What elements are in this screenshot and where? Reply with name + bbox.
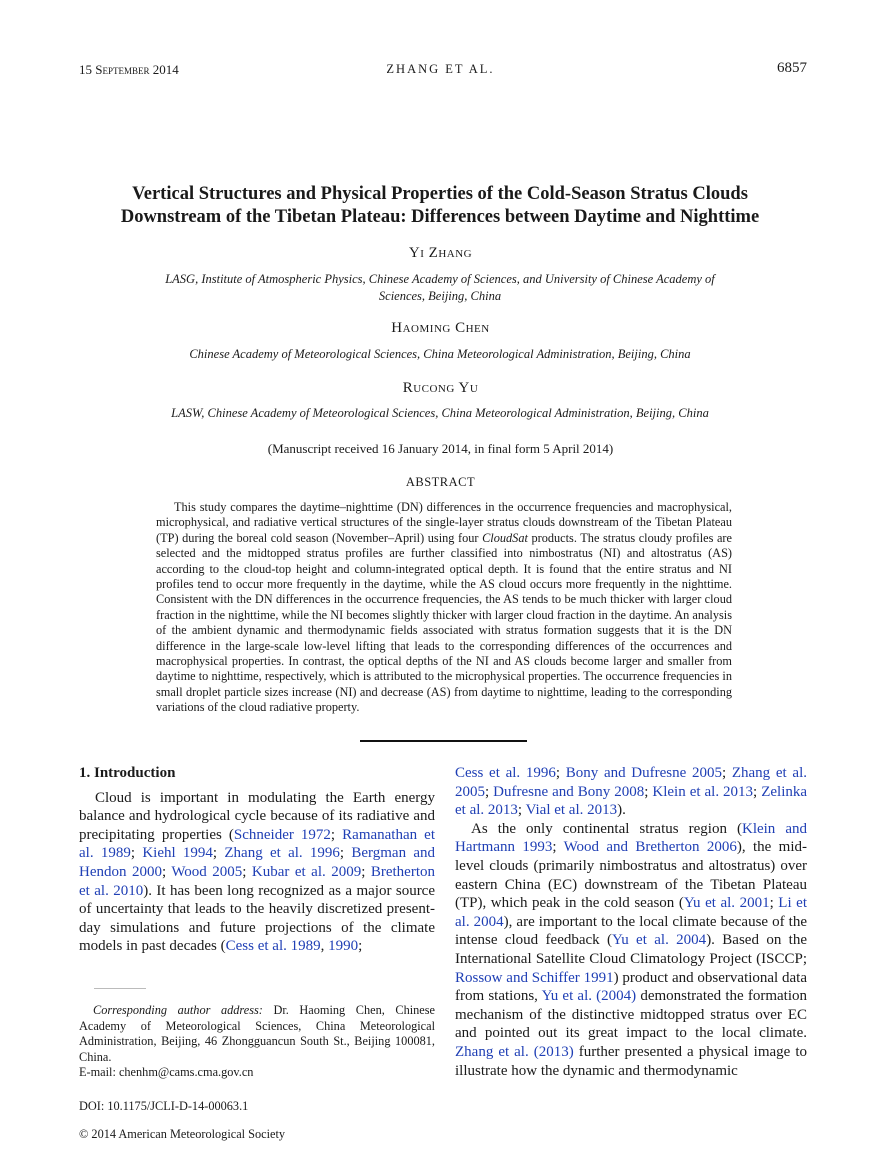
right-column (455, 764, 807, 1080)
footnote-rule (94, 988, 146, 989)
section-heading: 1. Introduction (79, 765, 176, 781)
citation-link[interactable]: Zhang et al. (2013) (455, 1043, 574, 1060)
intro-paragraph-2: As the only continental stratus region (Klein and Hartmann 1993; Wood and Bretherton 2006), the mid-level clouds (primarily nimbostratus and altostratus) over eastern China (EC) downstream of the Tibetan Plateau (TP), which peak in the cold season (Yu et al. 2001; Li et al. 2004), are important to the local climate because of the intense cloud feedback (Yu et al. 2004). Based on the International Satellite Cloud Climatology Project (ISCCP; Rossow and Schiffer 1991) product and observational data from stations, Yu et al. (2004) demonstrated the formation mechanism of the distinctive midtopped stratus over EC and pointed out its great impact to the local climate. Zhang et al. (2013) further presented a physical image to illustrate how the dynamic and thermodynamic (455, 820, 808, 1079)
citation-link[interactable]: Bony and Dufresne 2005 (565, 765, 722, 781)
author-name: Rucong Yu (402, 380, 479, 396)
intro-paragraph-1-continued: Cess et al. 1996; Bony and Dufresne 2005; Zhang et al. 2005; Dufresne and Bony 2008; Klein et al. 2013; Zelinka et al. 2013; Vial et al. 2013). (455, 765, 808, 819)
copyright: © 2014 American Meteorological Society (79, 1127, 286, 1141)
running-header-date: 15 September 2014 (79, 62, 179, 77)
citation-link[interactable]: Dufresne and Bony 2008 (493, 783, 645, 800)
author-affiliation: Chinese Academy of Meteorological Sciences, China Meteorological Administration, Beijing, China (189, 347, 691, 361)
abstract-italic-term: CloudSat (482, 530, 528, 545)
page-number: 6857 (777, 60, 807, 76)
citation-link[interactable]: Rossow and Schiffer 1991 (455, 969, 614, 986)
citation-link[interactable]: Klein et al. 2013 (652, 783, 754, 800)
citation-link[interactable]: Zhang et al. 1996 (224, 845, 340, 862)
citation-link[interactable]: Wood 2005 (171, 863, 243, 880)
left-column (79, 764, 435, 956)
citation-link[interactable]: Yu et al. (2004) (541, 988, 637, 1005)
citation-link[interactable]: Bretherton et al. 2010 (79, 863, 436, 899)
manuscript-dates: (Manuscript received 16 January 2014, in final form 5 April 2014) (267, 441, 614, 456)
citation-link[interactable]: Kubar et al. 2009 (251, 863, 362, 880)
running-header-authors: ZHANG ET AL. (386, 62, 495, 76)
citation-link[interactable]: Yu et al. 2004 (612, 932, 707, 949)
section-divider (360, 740, 527, 742)
citation-link[interactable]: Ramanathan et al. 1989 (79, 826, 436, 862)
corresponding-email: E-mail: chenhm@cams.cma.gov.cn (79, 1065, 254, 1079)
citation-link[interactable]: Bergman and Hendon 2000 (79, 845, 436, 880)
author-name: Yi Zhang (408, 245, 473, 261)
citation-link[interactable]: 1990 (328, 938, 359, 955)
citation-link[interactable]: Kiehl 1994 (142, 845, 213, 862)
abstract-heading: ABSTRACT (405, 475, 476, 489)
abstract-body: This study compares the daytime–nighttime (DN) differences in the occurrence frequencies and macrophysical, microphysical, and radiative vertical structures of the single-layer stratus clouds downstream of the Tibetan Plateau (TP) during the boreal cold season (November–April) using four CloudSat products. The stratus cloudy profiles are selected and the midtopped stratus profiles are further classified into nimbostratus (NI) and altostratus (AS) according to the cloud-top height and column-integrated optical depth. It is found that the entire stratus and NI profiles tend to occur more frequently in the daytime, while the AS cloud occurs more frequently in the nighttime. Consistent with the DN differences in the occurrence frequencies, the AS tends to be much thicker with larger cloud fraction in the nighttime, while the NI becomes slightly thicker with larger cloud fraction in the daytime. An analysis of the ambient dynamic and thermodynamic fields associated with stratus formation suggests that it is the DN difference in the large-scale low-level lifting that leads to the corresponding differences of the occurrences and macrophysical properties. In contrast, the optical depths of the NI and AS clouds become larger and smaller from daytime to nighttime, respectively, which is attributed to the microphysical properties. The occurrence frequencies in small droplet particle sizes increase (NI) and decrease (AS) from daytime to nighttime, leading to the corresponding variations of the cloud radiative property. (156, 500, 732, 715)
corresponding-author-footnote: Corresponding author address: Dr. Haoming Chen, Chinese Academy of Meteorological Sciences, China Meteorological Administration, Beijing, 46 Zhongguancun South St., Beijing 100081, China. E-mail: chenhm@cams.cma.gov.cn (79, 1003, 435, 1079)
author-affiliation: LASW, Chinese Academy of Meteorological Sciences, China Meteorological Administration, Beijing, China (171, 406, 709, 420)
title-line-2: Downstream of the Tibetan Plateau: Differences between Daytime and Nighttime (120, 207, 760, 227)
intro-paragraph-1: Cloud is important in modulating the Earth energy balance and hydrological cycle because of its radiative and precipitating properties (Schneider 1972; Ramanathan et al. 1989; Kiehl 1994; Zhang et al. 1996; Bergman and Hendon 2000; Wood 2005; Kubar et al. 2009; Bretherton et al. 2010). It has been long recognized as a major source of uncertainty that leads to the heavily discretized present-day simulations and future projections of the climate models in past decades (Cess et al. 1989, 1990; (79, 789, 436, 955)
title-line-1: Vertical Structures and Physical Properties of the Cold-Season Stratus Clouds (132, 184, 748, 204)
citation-link[interactable]: Zelinka et al. 2013 (455, 783, 808, 819)
citation-link[interactable]: Zhang et al. 2005 (455, 765, 807, 800)
citation-link[interactable]: Yu et al. 2001 (683, 895, 770, 912)
doi: DOI: 10.1175/JCLI-D-14-00063.1 (79, 1099, 249, 1113)
author-affiliation: LASG, Institute of Atmospheric Physics, Chinese Academy of Sciences, and University of Chinese Academy of Sciences, Beijing, China (165, 272, 715, 303)
citation-link[interactable]: Cess et al. 1996 (455, 765, 556, 781)
citation-link[interactable]: Vial et al. 2013 (525, 802, 618, 819)
citation-link[interactable]: Cess et al. 1989 (225, 938, 321, 955)
citation-link[interactable]: Li et al. 2004 (455, 895, 807, 930)
article-title (90, 183, 790, 229)
citation-link[interactable]: Klein and Hartmann 1993 (455, 820, 807, 856)
citation-link[interactable]: Wood and Bretherton 2006 (563, 839, 737, 856)
author-name: Haoming Chen (391, 320, 490, 336)
citation-link[interactable]: Schneider 1972 (233, 826, 331, 843)
